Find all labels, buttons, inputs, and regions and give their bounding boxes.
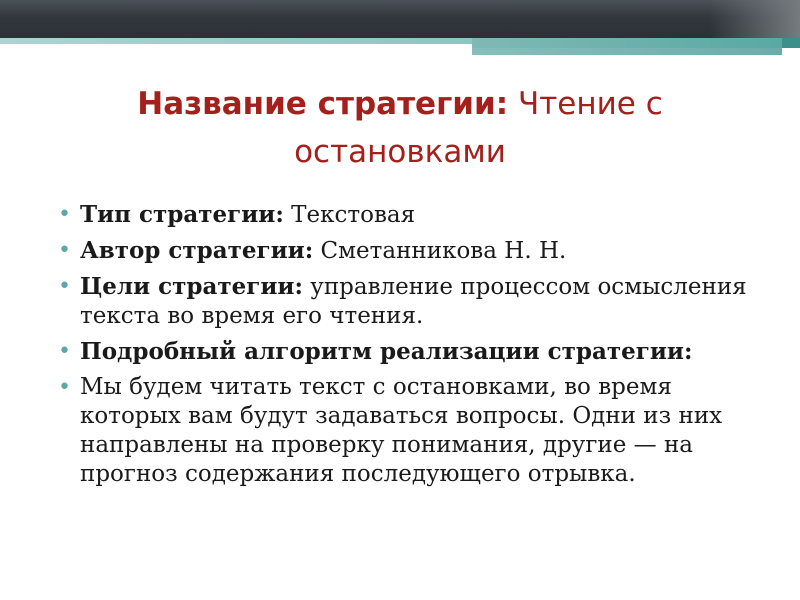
item-label: Цели стратегии: — [80, 273, 303, 300]
list-item-author — [58, 236, 758, 266]
list-item-description — [58, 373, 758, 489]
bullet-icon: • — [58, 339, 71, 364]
item-text: управление процессом осмысления текста во время его чтения. — [80, 274, 747, 329]
item-text: Сметанникова Н. Н. — [320, 238, 567, 264]
item-label: Подробный алгоритм реализации стратегии: — [80, 338, 693, 365]
header-band — [0, 0, 800, 38]
bullet-icon: • — [58, 375, 71, 400]
bullet-icon: • — [58, 202, 71, 227]
list-item-algorithm — [58, 337, 758, 367]
title-value: Чтение с остановками — [294, 86, 663, 170]
title-label: Название стратегии: — [137, 86, 509, 122]
list-item-type — [58, 200, 758, 230]
bullet-list — [58, 200, 758, 495]
item-label: Тип стратегии: — [80, 201, 284, 228]
list-item-goals — [58, 272, 758, 331]
accent-bar-upper — [472, 38, 782, 48]
bullet-icon: • — [58, 274, 71, 299]
accent-bar-lower — [472, 48, 782, 55]
item-text: Текстовая — [291, 202, 416, 228]
item-label: Автор стратегии: — [80, 237, 314, 264]
slide-title — [40, 80, 760, 176]
bullet-icon: • — [58, 238, 71, 263]
accent-bar-tip — [782, 38, 800, 48]
header-band-highlight — [710, 0, 800, 38]
item-text: Мы будем читать текст с остановками, во время которых вам будут задаваться вопросы. Одни из них направлены на проверку понимания, другие — на прогноз содержания последующего отрывка. — [80, 374, 723, 487]
